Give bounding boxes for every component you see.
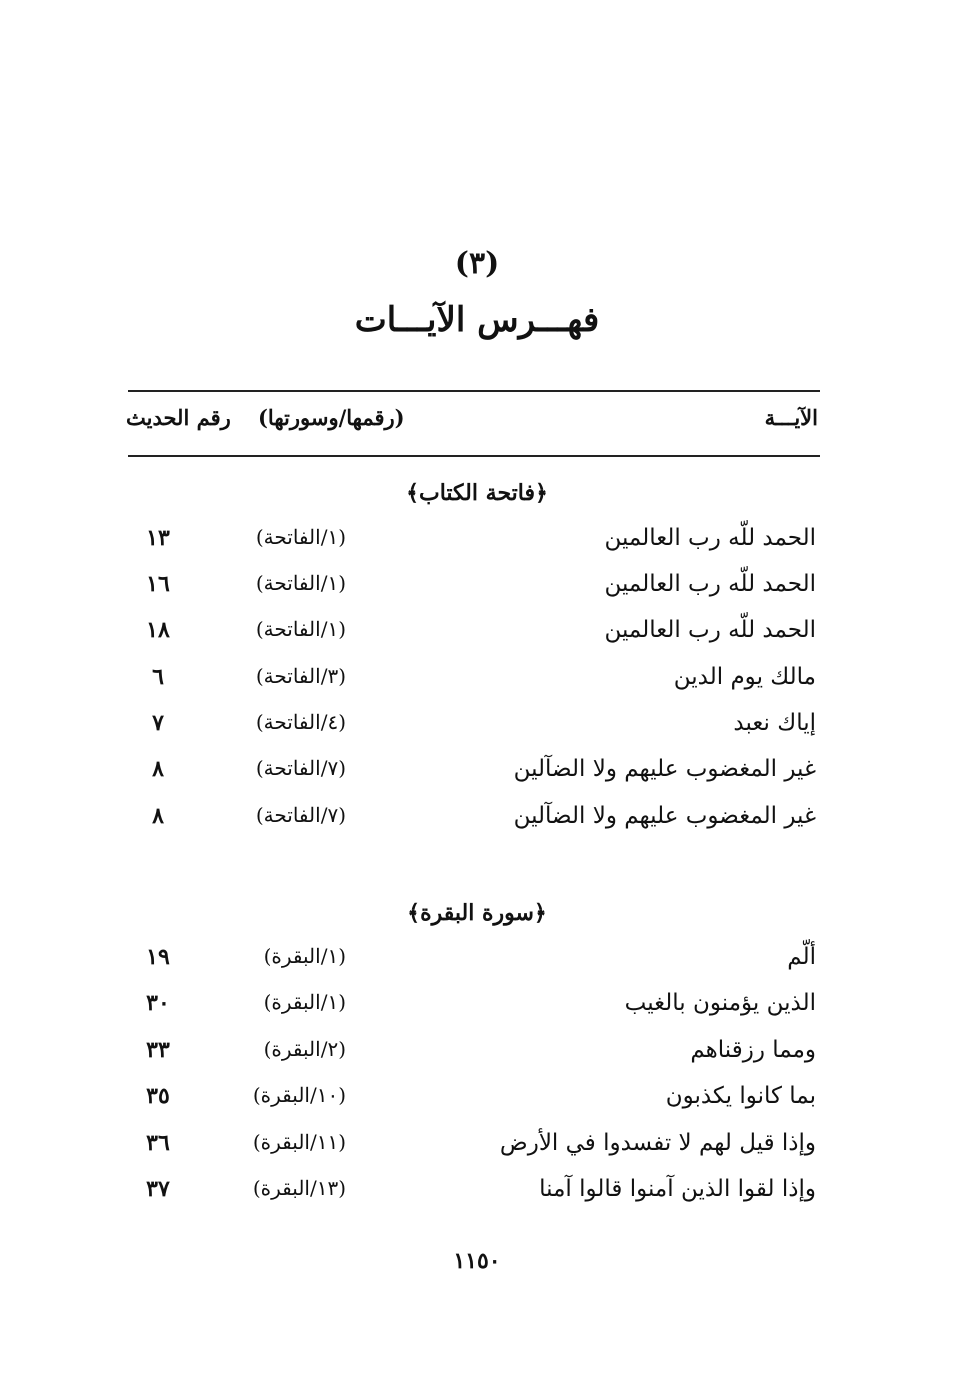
table-row — [0, 571, 954, 611]
hadith-number: ٧ — [152, 710, 164, 736]
ayah-text: وإذا قيل لهم لا تفسدوا في الأرض — [499, 1130, 816, 1156]
table-row — [0, 1130, 954, 1170]
hadith-number: ١٦ — [146, 571, 170, 597]
ayah-reference: (٧/الفاتحة) — [255, 803, 346, 827]
ayah-reference: (١/الفاتحة) — [255, 617, 346, 641]
table-row — [0, 1083, 954, 1123]
top-rule — [128, 390, 820, 392]
section-title-baqara: ﴿سورة البقرة﴾ — [407, 900, 547, 926]
ayah-reference: (٢/البقرة) — [263, 1037, 346, 1061]
header-bottom-rule — [128, 455, 820, 457]
section-title-fatiha: ﴿فاتحة الكتاب﴾ — [406, 480, 548, 506]
ayah-reference: (١/البقرة) — [263, 944, 346, 968]
hadith-number: ٣٣ — [146, 1037, 170, 1063]
ayah-reference: (٤/الفاتحة) — [255, 710, 346, 734]
hadith-number: ١٣ — [146, 525, 170, 551]
table-row — [0, 664, 954, 704]
ayah-reference: (١١/البقرة) — [252, 1130, 346, 1154]
table-row — [0, 803, 954, 843]
page-number: ١١٥٠ — [453, 1248, 501, 1274]
index-number: (٣) — [454, 246, 500, 281]
table-row — [0, 944, 954, 984]
ayah-text: غير المغضوب عليهم ولا الضآلين — [513, 803, 816, 829]
ayah-text: بما كانوا يكذبون — [665, 1083, 816, 1109]
ayah-text: الحمد للّه رب العالمين — [604, 571, 816, 597]
hadith-number: ١٨ — [146, 617, 170, 643]
column-header-ayah: الآيـــة — [764, 405, 818, 430]
ayah-reference: (١/الفاتحة) — [255, 525, 346, 549]
ayah-reference: (٣/الفاتحة) — [255, 664, 346, 688]
hadith-number: ٨ — [152, 803, 164, 829]
ayah-text: الذين يؤمنون بالغيب — [624, 990, 816, 1016]
table-row — [0, 617, 954, 657]
ayah-text: وإذا لقوا الذين آمنوا قالوا آمنا — [539, 1176, 816, 1202]
ayah-reference: (١/البقرة) — [263, 990, 346, 1014]
column-header-reference: (رقمها/وسورتها) — [258, 405, 405, 430]
page-title: فهـــرس الآيـــات — [354, 300, 600, 340]
table-row — [0, 525, 954, 565]
hadith-number: ٣٥ — [146, 1083, 170, 1109]
ayah-text: ألّم — [787, 944, 816, 970]
table-row — [0, 1176, 954, 1216]
table-row — [0, 1037, 954, 1077]
ayah-text: غير المغضوب عليهم ولا الضآلين — [513, 756, 816, 782]
table-row — [0, 710, 954, 750]
table-row — [0, 756, 954, 796]
ayah-text: الحمد للّه رب العالمين — [604, 617, 816, 643]
ayah-text: ومما رزقناهم — [690, 1037, 816, 1063]
table-row — [0, 990, 954, 1030]
hadith-number: ٣٠ — [146, 990, 170, 1016]
hadith-number: ١٩ — [146, 944, 170, 970]
ayah-text: مالك يوم الدين — [673, 664, 816, 690]
ayah-reference: (١٠/البقرة) — [252, 1083, 346, 1107]
ayah-reference: (١/الفاتحة) — [255, 571, 346, 595]
column-header-hadith-number: رقم الحديث — [126, 405, 231, 430]
ayah-reference: (٧/الفاتحة) — [255, 756, 346, 780]
hadith-number: ٦ — [152, 664, 164, 690]
hadith-number: ٨ — [152, 756, 164, 782]
hadith-number: ٣٧ — [146, 1176, 170, 1202]
ayah-text: الحمد للّه رب العالمين — [604, 525, 816, 551]
ayah-text: إياك نعبد — [733, 710, 816, 736]
hadith-number: ٣٦ — [146, 1130, 170, 1156]
ayah-reference: (١٣/البقرة) — [252, 1176, 346, 1200]
